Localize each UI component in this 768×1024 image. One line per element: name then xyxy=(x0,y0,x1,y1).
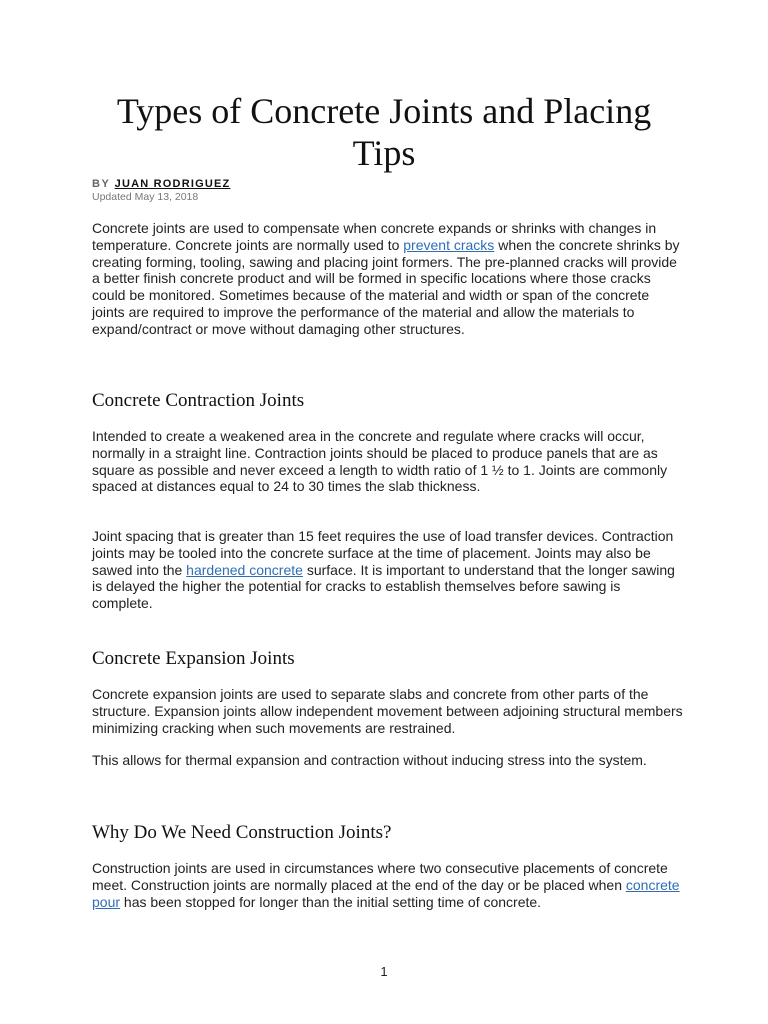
contraction-text-2: surface. It is important to understand that the longer sawing is delayed the higher the potential for cracks to establish themselves before sawing is complete. xyxy=(92,561,675,612)
page-number: 1 xyxy=(380,964,388,979)
contraction-text-1: Joint spacing that is greater than 15 feet requires the use of load transfer devices. Contraction joints may be tooled into the concrete surface at the time of placement. Joints may also be sawed into the xyxy=(92,528,674,578)
author-link[interactable]: JUAN RODRIGUEZ xyxy=(114,178,231,190)
byline-label: BY xyxy=(92,178,111,190)
hardened-concrete-link[interactable]: hardened concrete xyxy=(186,561,303,578)
concrete-pour-link[interactable]: concrete pour xyxy=(92,876,680,910)
construction-text-1: Construction joints are used in circumstances where two consecutive placements of concrete meet. Construction joints are normally placed at the end of the day or be placed when xyxy=(92,860,668,893)
byline xyxy=(92,178,230,191)
expansion-joints-heading: Concrete Expansion Joints xyxy=(92,648,295,669)
construction-paragraph xyxy=(92,860,684,910)
prevent-cracks-link[interactable]: prevent cracks xyxy=(403,236,495,253)
expansion-paragraph-2: This allows for thermal expansion and contraction without inducing stress into the system. xyxy=(92,752,647,768)
intro-paragraph xyxy=(92,220,684,338)
contraction-paragraph-1: Intended to create a weakened area in the concrete and regulate where cracks will occur, normally in a straight line. Contraction joints should be placed to produce panels that are as square as possible and never exceed a length to width ratio of 1 ½ to 1. Joints are commonly spaced at distances equal to 24 to 30 times the slab thickness. xyxy=(92,428,668,495)
page-title: Types of Concrete Joints and Placing Tips xyxy=(116,91,652,173)
intro-text-2: when the concrete shrinks by creating forming, tooling, sawing and placing joint formers. The pre-planned cracks will provide a better finish concrete product and will be formed in specific locations where those cracks could be monitored. Sometimes because of the material and width or span of the concrete joints are required to improve the performance of the material and allow the materials to expand/contract or move without damaging other structures. xyxy=(92,236,680,337)
contraction-joints-heading: Concrete Contraction Joints xyxy=(92,390,305,411)
expansion-paragraph-1: Concrete expansion joints are used to separate slabs and concrete from other parts of the structure. Expansion joints allow independent movement between adjoining structural members minimizing cracking when such movements are restrained. xyxy=(92,686,683,736)
contraction-paragraph-2 xyxy=(92,528,684,612)
construction-text-2: has been stopped for longer than the initial setting time of concrete. xyxy=(120,893,542,910)
updated-date: Updated May 13, 2018 xyxy=(92,191,199,203)
construction-joints-heading: Why Do We Need Construction Joints? xyxy=(92,822,392,843)
intro-text-1: Concrete joints are used to compensate when concrete expands or shrinks with changes in temperature. Concrete joints are normally used to xyxy=(92,220,657,253)
